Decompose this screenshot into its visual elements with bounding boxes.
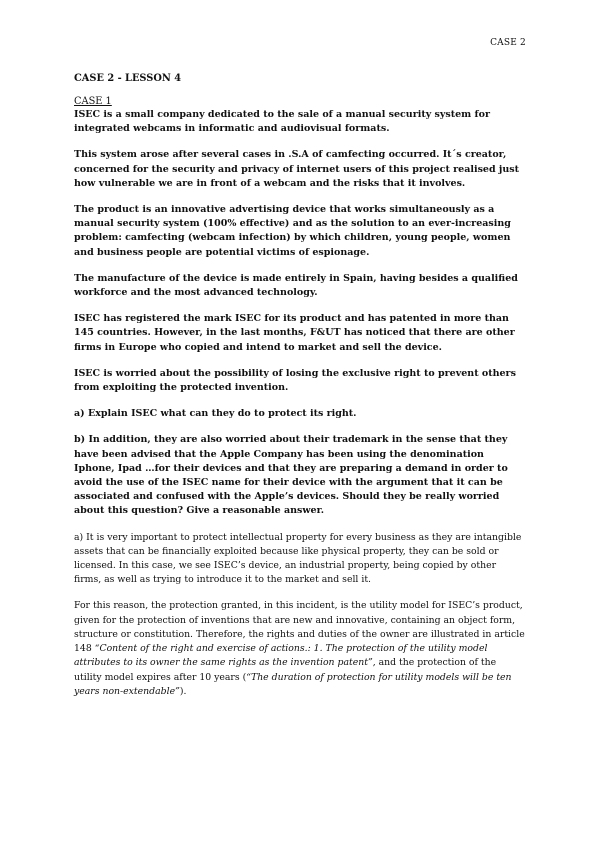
answer-text-part: ). — [179, 685, 187, 697]
paragraph-intro: ISEC is a small company dedicated to the sale of a manual security system for integrated webcams in informatic and audiovisual formats. — [74, 109, 490, 135]
question-a: a) Explain ISEC what can they do to protect its right. — [74, 408, 357, 420]
article-quote: “Content of the right and exercise of actions.: 1. The protection of the utility model attributes to its owner the same rights as the invention patent” — [74, 643, 488, 669]
answer-text-part: , and the protection of the utility model expires after 10 years ( — [74, 657, 497, 683]
question-b: b) In addition, they are also worried about their trademark in the sense that they have been advised that the Apple Company has been using the denomination Iphone, Ipad …for their devices and that they are preparing a demand in order to avoid the use of the ISEC name for their device with the argument that it can be associated and confused with the Apple’s devices. Should they be really worried about this question? Give a reasonable answer. — [74, 434, 508, 517]
page-header: CASE 2 — [490, 38, 526, 48]
paragraph-manufacture: The manufacture of the device is made entirely in Spain, having besides a qualified workforce and the most advanced technology. — [74, 272, 518, 299]
answer-utility-model — [74, 599, 526, 698]
paragraph-registration: ISEC has registered the mark ISEC for its product and has patented in more than 145 countries. However, in the last months, F&UT has noticed that there are other firms in Europe who copied and intend to market and sell the device. — [74, 313, 515, 353]
duration-quote: “The duration of protection for utility models will be ten years non-extendable” — [74, 671, 512, 697]
case-label: CASE 1 — [74, 96, 112, 107]
answer-text-part: For this reason, the protection granted, in this incident, is the utility model for ISEC’s product, given for the protection of inventions that are new and innovative, containing an object form, structure or constitution. Therefore, the rights and duties of the owner are illustrated in article 148 — [74, 600, 525, 655]
paragraph-origin: This system arose after several cases in .S.A of camfecting occurred. It´s creator, concerned for the security and privacy of internet users of this project realised just how vulnerable we are in front of a webcam and the risks that it involves. — [74, 149, 519, 189]
document-body — [74, 72, 526, 699]
answer-a: a) It is very important to protect intellectual property for every business as they are intangible assets that can be financially exploited because like physical property, they can be sold or licensed. In this case, we see ISEC’s device, an industrial property, being copied by other firms, as well as trying to introduce it to the market and sell it. — [74, 531, 522, 586]
paragraph-worry: ISEC is worried about the possibility of losing the exclusive right to prevent others from exploiting the protected invention. — [74, 367, 516, 394]
paragraph-product: The product is an innovative advertising device that works simultaneously as a manual security system (100% effective) and as the solution to an ever-increasing problem: camfecting (webcam infection) by which children, young people, women and business people are potential victims of espionage. — [74, 204, 511, 258]
page-title: CASE 2 - LESSON 4 — [74, 73, 182, 84]
